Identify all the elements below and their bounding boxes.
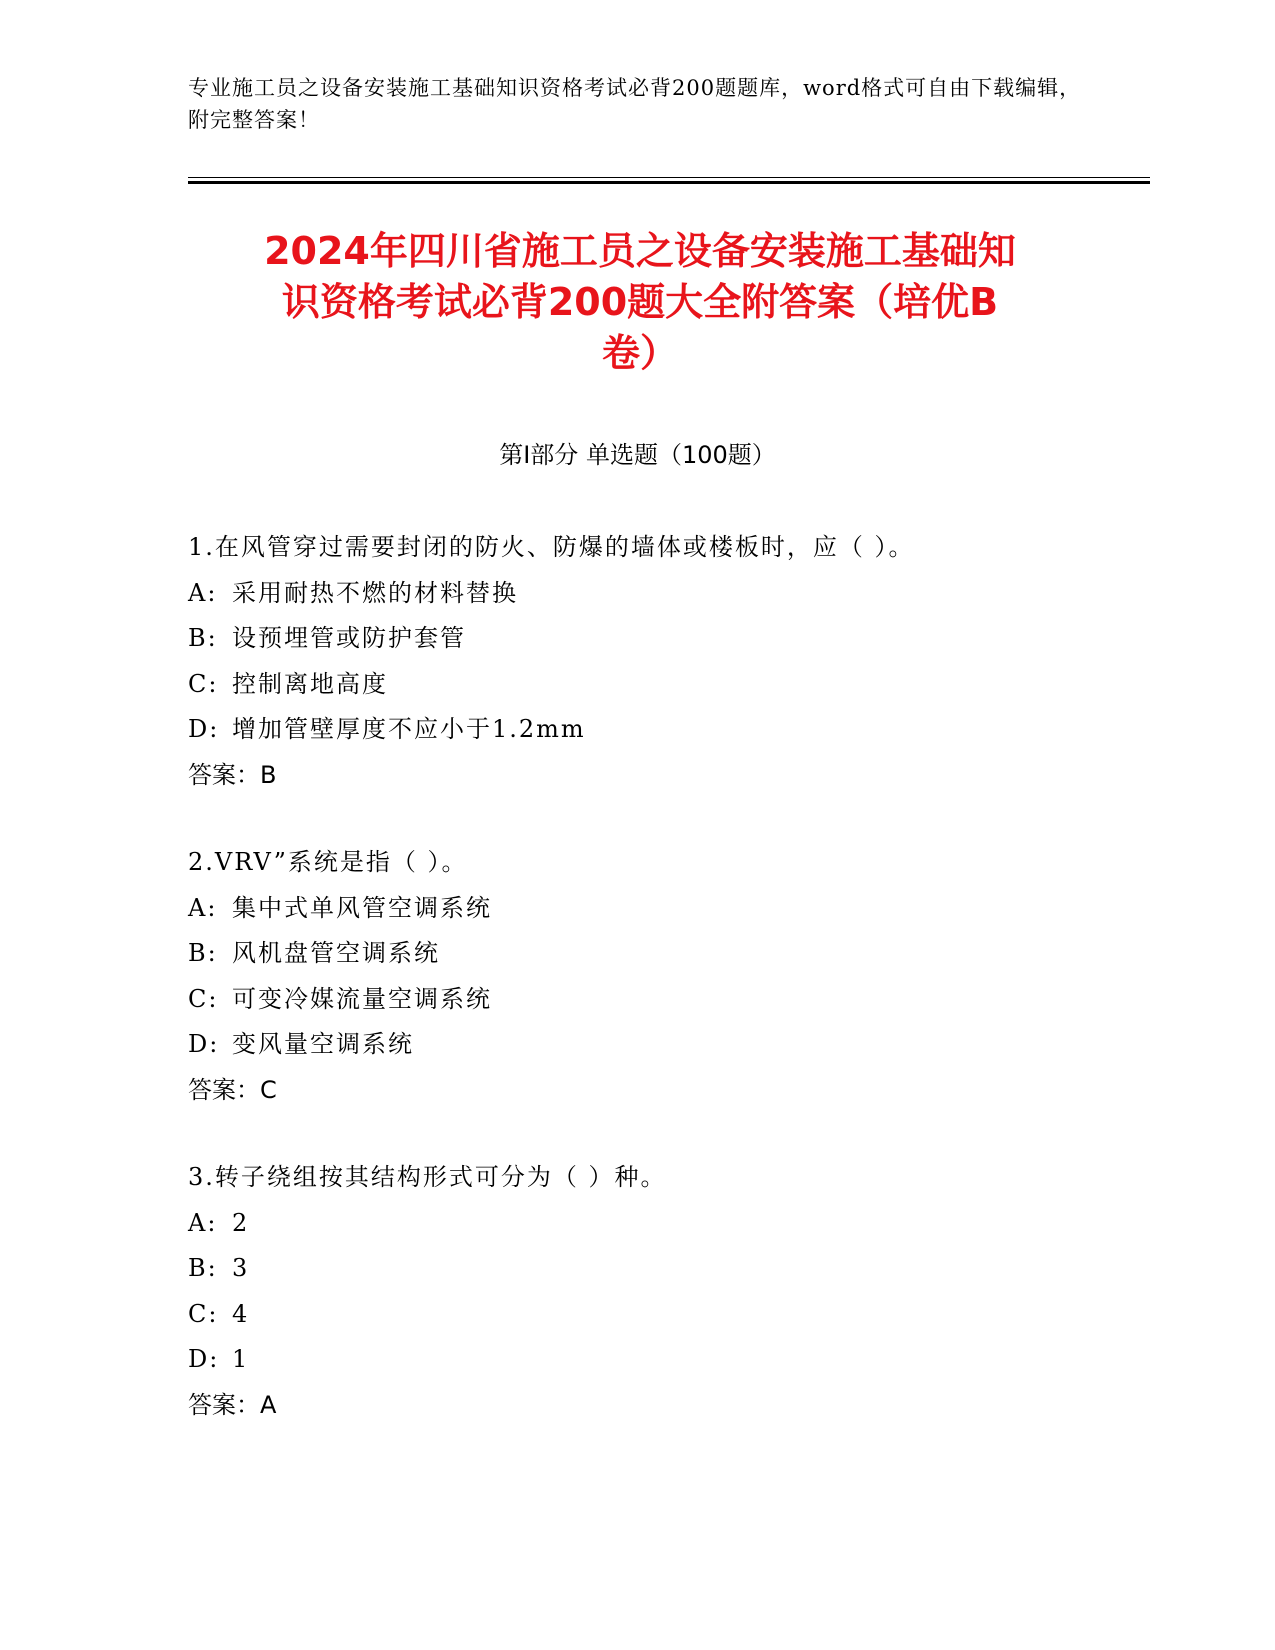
option-text: 4: [232, 1299, 250, 1328]
question-3: [188, 1155, 1148, 1428]
option-text: 设预埋管或防护套管: [232, 624, 466, 652]
option-letter: B:: [188, 939, 218, 967]
option-c: [188, 977, 1148, 1023]
option-text: 控制离地高度: [232, 669, 388, 698]
answer-line: 答案：A: [188, 1390, 277, 1419]
option-letter: D:: [188, 1345, 220, 1373]
option-letter: B:: [188, 624, 218, 652]
header-note: 专业施工员之设备安装施工基础知识资格考试必背200题题库，word格式可自由下载编辑，附完整答案！: [188, 76, 1082, 132]
option-letter: A:: [188, 578, 218, 607]
option-text: 集中式单风管空调系统: [232, 893, 492, 922]
option-letter: A:: [188, 1208, 218, 1237]
option-a: [188, 1201, 1148, 1247]
question-list: [188, 525, 1148, 1470]
answer-line: 答案：C: [188, 1075, 277, 1104]
header-rule-thin: [188, 177, 1150, 178]
option-d: [188, 1022, 1148, 1068]
option-text: 2: [232, 1208, 250, 1237]
option-a: [188, 886, 1148, 932]
header-rule-thick: [188, 181, 1150, 184]
option-letter: C:: [188, 984, 219, 1013]
option-letter: C:: [188, 1299, 219, 1328]
document-title-line-3: 卷）: [601, 331, 678, 375]
question-stem: 1.在风管穿过需要封闭的防火、防爆的墙体或楼板时，应（ ）。: [188, 533, 915, 561]
document-title-line-2: 识资格考试必背200题大全附答案（培优B: [281, 280, 999, 324]
question-1: [188, 525, 1148, 798]
option-text: 可变冷媒流量空调系统: [232, 984, 492, 1013]
option-letter: D:: [188, 1030, 220, 1058]
option-text: 1: [232, 1345, 250, 1373]
option-d: [188, 1337, 1148, 1383]
option-d: [188, 707, 1148, 753]
option-text: 3: [232, 1254, 250, 1282]
option-text: 增加管壁厚度不应小于1.2mm: [232, 715, 586, 743]
option-a: [188, 571, 1148, 617]
option-text: 采用耐热不燃的材料替换: [232, 578, 518, 607]
option-letter: A:: [188, 893, 218, 922]
option-c: [188, 1292, 1148, 1338]
question-stem: 3.转子绕组按其结构形式可分为（ ）种。: [188, 1163, 667, 1191]
option-b: [188, 616, 1148, 662]
option-letter: B:: [188, 1254, 218, 1282]
question-stem: 2.VRV”系统是指（ ）。: [188, 848, 468, 876]
option-text: 变风量空调系统: [232, 1030, 414, 1058]
option-text: 风机盘管空调系统: [232, 939, 440, 967]
option-b: [188, 931, 1148, 977]
option-c: [188, 662, 1148, 708]
question-2: [188, 840, 1148, 1113]
document-title-line-1: 2024年四川省施工员之设备安装施工基础知: [264, 229, 1016, 273]
document-title: [180, 226, 1100, 379]
option-letter: D:: [188, 715, 220, 743]
answer-line: 答案：B: [188, 760, 277, 789]
section-title: 第Ⅰ部分 单选题（100题）: [499, 441, 776, 469]
option-letter: C:: [188, 669, 219, 698]
option-b: [188, 1246, 1148, 1292]
